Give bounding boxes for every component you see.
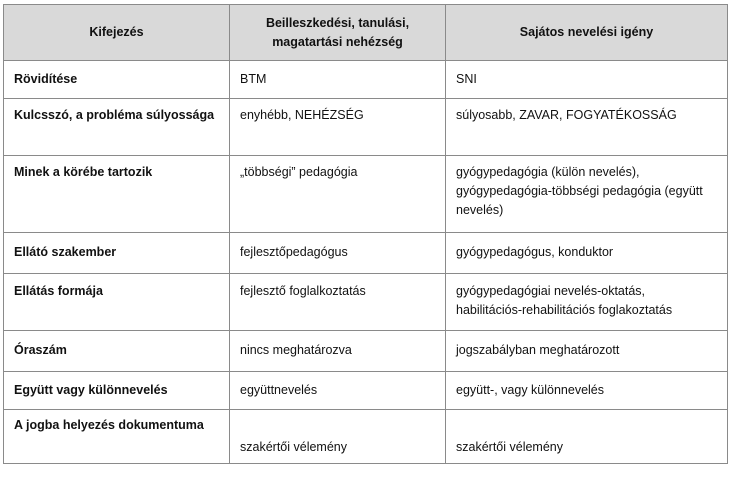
header-term: Kifejezés xyxy=(4,5,230,61)
table-row xyxy=(4,99,728,156)
row-label: A jogba helyezés dokumentuma xyxy=(4,410,230,464)
table-row xyxy=(4,233,728,274)
table-row xyxy=(4,61,728,99)
table-row xyxy=(4,156,728,233)
sni-cell: szakértői vélemény xyxy=(446,410,728,464)
sni-cell: jogszabályban meghatározott xyxy=(446,331,728,372)
sni-cell: súlyosabb, ZAVAR, FOGYATÉKOSSÁG xyxy=(446,99,728,156)
btm-cell: BTM xyxy=(230,61,446,99)
sni-cell: gyógypedagógus, konduktor xyxy=(446,233,728,274)
comparison-table-container xyxy=(3,4,728,464)
row-label: Ellátó szakember xyxy=(4,233,230,274)
btm-cell: fejlesztő foglalkoztatás xyxy=(230,274,446,331)
sni-cell: SNI xyxy=(446,61,728,99)
comparison-table xyxy=(3,4,728,464)
header-btm: Beilleszkedési, tanulási, magatartási nehézség xyxy=(230,5,446,61)
sni-cell: együtt-, vagy különnevelés xyxy=(446,372,728,410)
btm-cell: fejlesztőpedagógus xyxy=(230,233,446,274)
header-sni: Sajátos nevelési igény xyxy=(446,5,728,61)
table-row xyxy=(4,372,728,410)
btm-cell: nincs meghatározva xyxy=(230,331,446,372)
sni-cell: gyógypedagógiai nevelés-oktatás, habilitációs-rehabilitációs foglakoztatás xyxy=(446,274,728,331)
btm-cell: enyhébb, NEHÉZSÉG xyxy=(230,99,446,156)
btm-cell: szakértői vélemény xyxy=(230,410,446,464)
header-row xyxy=(4,5,728,61)
row-label: Rövidítése xyxy=(4,61,230,99)
row-label: Kulcsszó, a probléma súlyossága xyxy=(4,99,230,156)
table-row xyxy=(4,274,728,331)
row-label: Együtt vagy különnevelés xyxy=(4,372,230,410)
row-label: Óraszám xyxy=(4,331,230,372)
table-row xyxy=(4,331,728,372)
row-label: Minek a körébe tartozik xyxy=(4,156,230,233)
sni-cell: gyógypedagógia (külön nevelés), gyógypedagógia-többségi pedagógia (együtt nevelés) xyxy=(446,156,728,233)
btm-cell: „többségi” pedagógia xyxy=(230,156,446,233)
row-label: Ellátás formája xyxy=(4,274,230,331)
btm-cell: együttnevelés xyxy=(230,372,446,410)
table-row xyxy=(4,410,728,464)
